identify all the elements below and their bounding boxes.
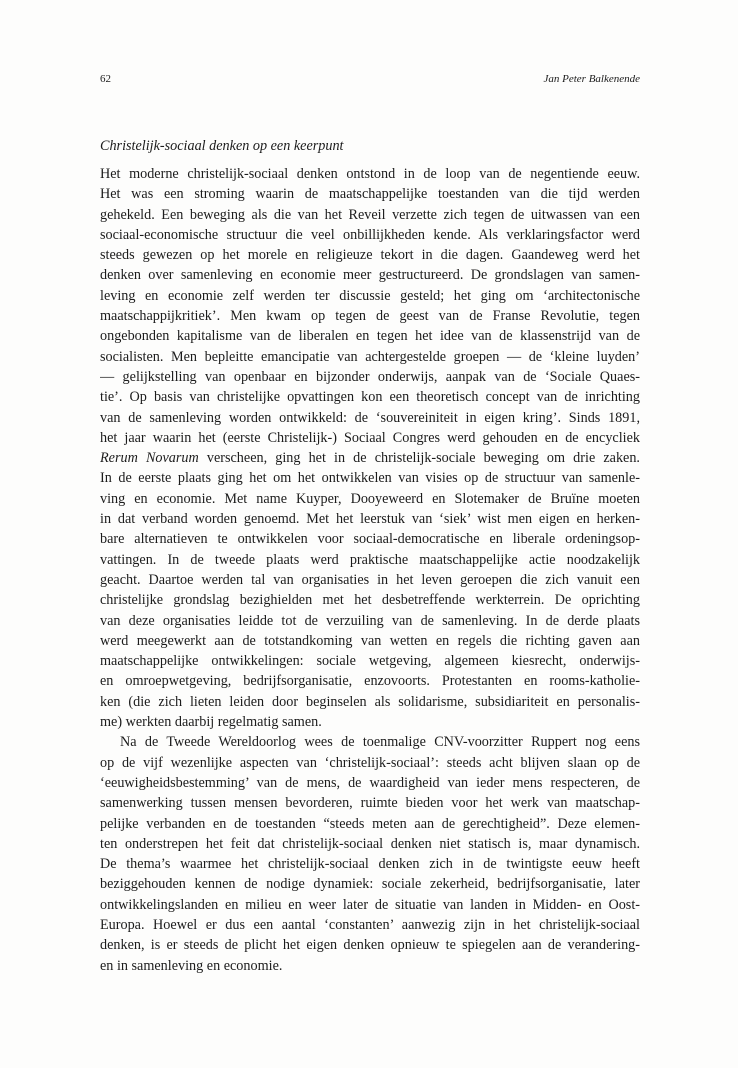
encyclical-title: Rerum Novarum [100, 450, 199, 467]
text-line: socialisten. Men bepleitte emancipatie van achtergestelde groepen — de ‘kleine luyden’ [100, 348, 640, 365]
text-line: werd meegewerkt aan de totstandkoming van wetten en regels die richting gaven aan [100, 632, 640, 649]
running-head [100, 73, 640, 89]
text-line: ving en economie. Met name Kuyper, Dooyeweerd en Slotemaker de Bruïne moeten [100, 490, 640, 507]
text-line: denken, is er steeds de plicht het eigen denken opnieuw te spiegelen aan de verandering- [100, 937, 640, 954]
text-line: vattingen. In de tweede plaats werd praktische maatschappelijke actie noodzakelijk [100, 551, 640, 568]
text-line: in dat verband worden genoemd. Met het leerstuk van ‘siek’ wist men eigen en herken- [100, 511, 640, 528]
text-line: beziggehouden kennen de nodige dynamiek: sociale zekerheid, bedrijfsorganisatie, later [100, 876, 640, 893]
page-number: 62 [100, 73, 111, 85]
text-line: samenwerking tussen mensen bevorderen, ruimte bieden voor het werk van maatschap- [100, 795, 640, 812]
text-line: ten onderstrepen het feit dat christelijk-sociaal denken niet statisch is, maar dynamisch. [100, 835, 640, 852]
paragraph-1 [100, 164, 640, 732]
text-line: ken (die zich lieten leiden door beginselen als solidarisme, subsidiariteit en personalis- [100, 693, 640, 710]
text-line: van de samenleving worden ontwikkeld: de ‘souvereiniteit in eigen kring’. Sinds 1891, [100, 409, 640, 426]
text-line: Na de Tweede Wereldoorlog wees de toenmalige CNV-voorzitter Ruppert nog eens [120, 734, 640, 751]
text-line: In de eerste plaats ging het om het ontwikkelen van visies op de structuur van samenle- [100, 470, 640, 487]
section-heading: Christelijk-sociaal denken op een keerpunt [100, 138, 344, 154]
text-line: van deze organisaties leidde tot de verzuiling van de samenleving. In de derde plaats [100, 612, 640, 629]
text-fragment: verscheen, ging het in de christelijk-sociale beweging om drie zaken. [198, 450, 640, 467]
text-line: De thema’s waarmee het christelijk-sociaal denken zich in de twintigste eeuw heeft [100, 856, 640, 873]
text-line: Het was een stroming waarin de maatschappelijke toestanden van die tijd werden [100, 186, 640, 203]
text-line: op de vijf wezenlijke aspecten van ‘christelijk-sociaal’: steeds acht blijven slaan op de [100, 754, 640, 771]
text-line: tie’. Op basis van christelijke opvattingen kon een theoretisch concept van de inrichting [100, 389, 640, 406]
text-line: me) werkten daarbij regelmatig samen. [100, 714, 322, 731]
text-line: — gelijkstelling van openbaar en bijzonder onderwijs, aanpak van de ‘Sociale Quaes- [100, 368, 640, 385]
text-line: sociaal-economische structuur die veel onbillijkheden kende. Als verklaringsfactor werd [100, 226, 640, 243]
text-line: en omroepwetgeving, bedrijfsorganisatie, enzovoorts. Protestanten en rooms-katholie- [100, 673, 640, 690]
running-head-author: Jan Peter Balkenende [543, 73, 640, 85]
text-line: en in samenleving en economie. [100, 957, 283, 974]
text-line: ongebonden kapitalisme van de liberalen en tegen het idee van de klassenstrijd van de [100, 328, 640, 345]
paragraph-2 [100, 732, 640, 976]
text-line: maatschappelijke ontwikkelingen: sociale wetgeving, algemeen kiesrecht, onderwijs- [100, 653, 640, 670]
text-line: Het moderne christelijk-sociaal denken ontstond in de loop van de negentiende eeuw. [100, 166, 640, 182]
text-line: gehekeld. Een beweging als die van het Reveil verzette zich tegen de uitwassen van een [100, 206, 640, 223]
text-line: steeds gewezen op het morele en religieuze tekort in die dagen. Gaandeweg werd het [100, 247, 640, 264]
text-line: ontwikkelingslanden en milieu en weer later de situatie van landen in Midden- en Oost- [100, 896, 640, 913]
text-line: het jaar waarin het (eerste Christelijk-) Sociaal Congres werd gehouden en de encycliek [100, 429, 640, 446]
text-line: geacht. Daartoe werden tal van organisaties in het leven geroepen die zich vanuit een [100, 571, 640, 588]
text-line: bare alternatieven te ontwikkelen voor sociaal-democratische en liberale ordeningsop- [100, 531, 640, 548]
text-line: Europa. Hoewel er dus een aantal ‘constanten’ aanwezig zijn in het christelijk-sociaal [100, 916, 640, 933]
text-line: denken over samenleving en economie meer gestructureerd. De grondslagen van samen- [100, 267, 640, 284]
text-line: christelijke grondslag bezighielden met het desbetreffende werkterrein. De oprichting [100, 592, 640, 609]
text-line: leving en economie zelf werden ter discussie gesteld; het ging om ‘architectonische [100, 287, 640, 304]
text-line: maatschappijkritiek’. Men kwam op tegen de geest van de Franse Revolutie, tegen [100, 308, 640, 325]
text-line-with-title [100, 448, 640, 468]
text-line: pelijke verbanden en de toestanden “steeds meten aan de gerechtigheid”. Deze elemen- [100, 815, 640, 832]
body-text [100, 164, 640, 976]
text-line: ‘eeuwigheidsbestemming’ van de mens, de waardigheid van ieder mens respecteren, de [100, 774, 640, 791]
